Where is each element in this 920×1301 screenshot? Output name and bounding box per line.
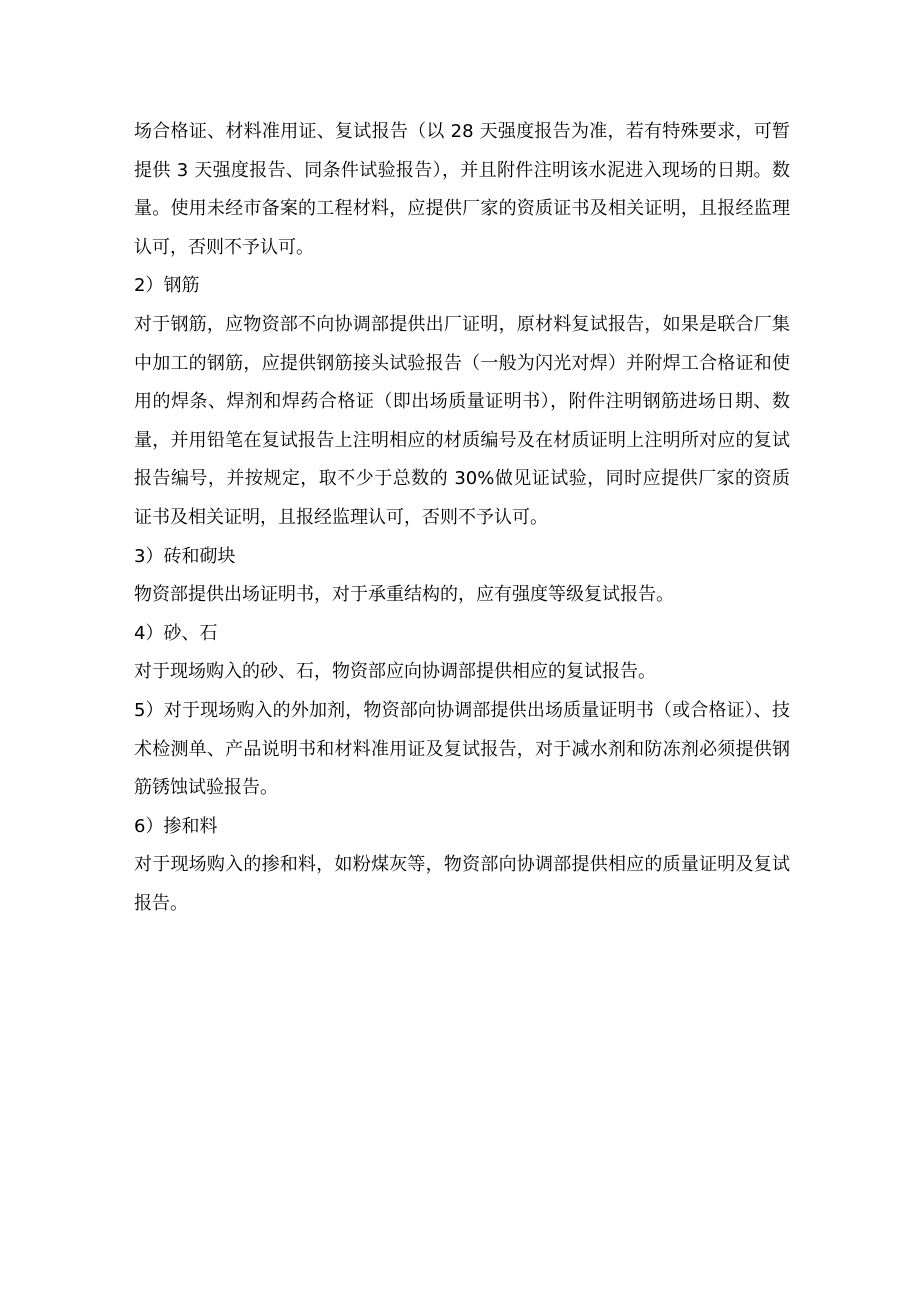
paragraph-bricks-blocks: 物资部提供出场证明书，对于承重结构的，应有强度等级复试报告。 <box>134 584 674 606</box>
paragraph-cement-continued: 场合格证、材料准用证、复试报告（以 28 天强度报告为准，若有特殊要求，可暂提供 3 天强度报告、同条件试验报告），并且附件注明该水泥进入现场的日期。数量。使用未经市备案的工程材料，应提供厂家的资质证书及相关证明，且报经监理认可，否则不予认可。 <box>134 121 790 258</box>
paragraph-steel: 对于钢筋，应物资部不向协调部提供出厂证明，原材料复试报告，如果是联合厂集中加工的钢筋，应提供钢筋接头试验报告（一般为闪光对焊）并附焊工合格证和使用的焊条、焊剂和焊药合格证（即出场质量证明书），附件注明钢筋进场日期、数量，并用铅笔在复试报告上注明相应的材质编号及在材质证明上注明所对应的复试报告编号，并按规定，取不少于总数的 30%做见证试验，同时应提供厂家的资质证书及相关证明，且报经监理认可，否则不予认可。 <box>134 313 790 528</box>
heading-bricks-blocks: 3）砖和砌块 <box>134 545 236 567</box>
heading-steel: 2）钢筋 <box>134 275 200 297</box>
document-body <box>134 113 790 923</box>
heading-mineral-admixture: 6）掺和料 <box>134 815 218 837</box>
paragraph-admixtures: 5）对于现场购入的外加剂，物资部向协调部提供出场质量证明书（或合格证）、技术检测单、产品说明书和材料准用证及复试报告，对于减水剂和防冻剂必须提供钢筋锈蚀试验报告。 <box>134 699 790 799</box>
heading-sand-stone: 4）砂、石 <box>134 622 218 644</box>
paragraph-sand-stone: 对于现场购入的砂、石，物资部应向协调部提供相应的复试报告。 <box>134 661 656 683</box>
paragraph-mineral-admixture: 对于现场购入的掺和料，如粉煤灰等，物资部向协调部提供相应的质量证明及复试报告。 <box>134 854 790 914</box>
